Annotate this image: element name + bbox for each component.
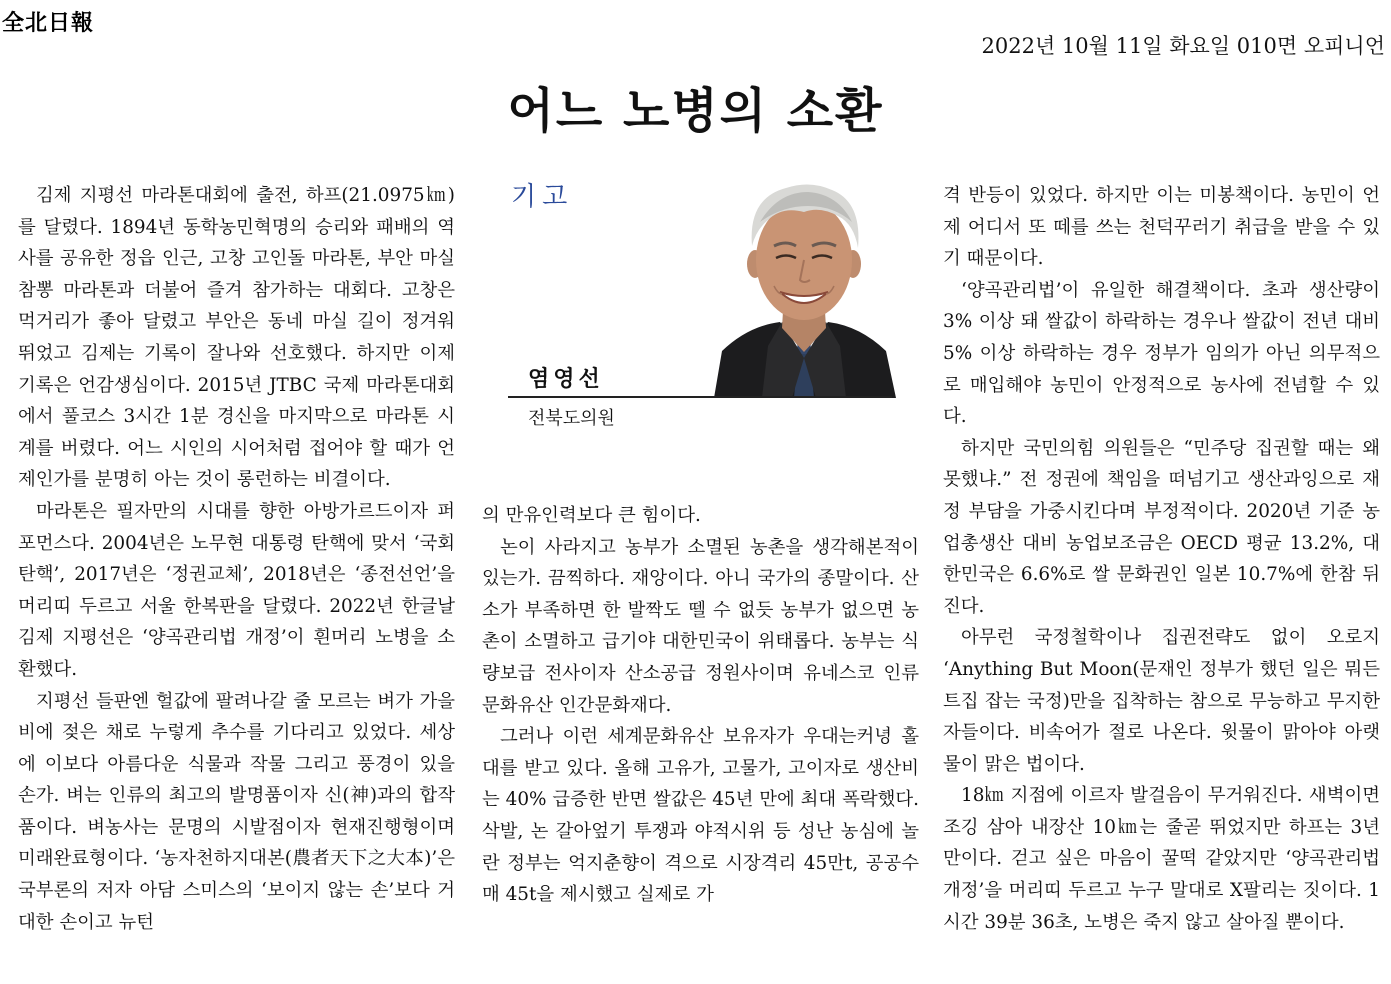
byline-divider	[508, 396, 892, 398]
paragraph: 논이 사라지고 농부가 소멸된 농촌을 생각해본적이 있는가. 끔찍하다. 재앙이다. 아니 국가의 종말이다. 산소가 부족하면 한 발짝도 뗄 수 없듯 농부가 없으면 농촌이 소멸하고 급기야 대한민국이 위태롭다. 농부는 식량보급 전사이자 산소공급 정원사이며 유네스코 인류문화유산 인간문화재다.	[482, 536, 919, 716]
section-label: 기고	[511, 182, 574, 212]
author-portrait	[708, 176, 900, 398]
paragraph: 지평선 들판엔 헐값에 팔려나갈 줄 모르는 벼가 가을비에 젖은 채로 누렇게 추수를 기다리고 있었다. 세상에 이보다 아름다운 식물과 작물 그리고 풍경이 있을 손가. 벼는 인류의 최고의 발명품이자 신(神)과의 합작품이다. 벼농사는 문명의 시발점이자 현재진행형이며 미래완료형이다. ‘농자천하지대본(農者天下之大本)’은 국부론의 저자 아담 스미스의 ‘보이지 않는 손’보다 거대한 손이고 뉴턴	[18, 690, 455, 933]
dateline: 2022년 10월 11일 화요일 010면 오피니언	[981, 34, 1385, 58]
newspaper-logo: 全北日報	[2, 11, 95, 36]
paragraph: 18㎞ 지점에 이르자 발걸음이 무거워진다. 새벽이면 조깅 삼아 내장산 10㎞는 줄곧 뛰었지만 하프는 3년 만이다. 걷고 싶은 마음이 꿀떡 같았지만 ‘양곡관리법 개정’을 머리띠 두르고 누구 말대로 X팔리는 짓이다. 1시간 39분 36초, 노병은 죽지 않고 살아질 뿐이다.	[943, 785, 1380, 933]
paragraph: 의 만유인력보다 큰 힘이다.	[482, 505, 701, 526]
paragraph: 격 반등이 있었다. 하지만 이는 미봉책이다. 농민이 언제 어디서 또 떼를 쓰는 천덕꾸러기 취급을 받을 수 있기 때문이다.	[943, 185, 1380, 270]
article-column-1	[18, 180, 455, 938]
paragraph: 김제 지평선 마라톤대회에 출전, 하프(21.0975㎞)를 달렸다. 1894년 동학농민혁명의 승리와 패배의 역사를 공유한 정읍 인근, 고창 고인돌 마라톤, 부안 마실 참뽕 마라톤과 더불어 즐겨 참가하는 대회다. 고창은 먹거리가 좋아 달렸고 부안은 동네 마실 길이 정겨워 뛰었고 김제는 기록이 잘나와 선호했다. 하지만 이제 기록은 언감생심이다. 2015년 JTBC 국제 마라톤대회에서 풀코스 3시간 1분 경신을 마지막으로 마라톤 시계를 버렸다. 어느 시인의 시어처럼 접어야 할 때가 언제인가를 분명히 아는 것이 롱런하는 비결이다.	[18, 185, 455, 491]
byline-title: 전북도의원	[528, 408, 615, 429]
article-column-3	[943, 180, 1380, 938]
paragraph: 하지만 국민의힘 의원들은 “민주당 집권할 때는 왜 못했냐.” 전 정권에 책임을 떠넘기고 생산과잉으로 재정 부담을 가중시킨다며 부정적이다. 2020년 기준 농업총생산 대비 농업보조금은 OECD 평균 13.2%, 대한민국은 6.6%로 쌀 문화권인 일본 10.7%에 한참 뒤진다.	[943, 437, 1380, 617]
paragraph: 그러나 이런 세계문화유산 보유자가 우대는커녕 홀대를 받고 있다. 올해 고유가, 고물가, 고이자로 생산비는 40% 급증한 반면 쌀값은 45년 만에 최대 폭락했다. 삭발, 논 갈아엎기 투쟁과 야적시위 등 성난 농심에 놀란 정부는 억지춘향이 격으로 시장격리 45만t, 공공수매 45t을 제시했고 실제로 가	[482, 726, 919, 906]
paragraph: 마라톤은 필자만의 시대를 향한 아방가르드이자 퍼포먼스다. 2004년은 노무현 대통령 탄핵에 맞서 ‘국회탄핵’, 2017년은 ‘정권교체’, 2018년은 ‘종전선언’을 머리띠 두르고 서울 한복판을 달렸다. 2022년 한글날 김제 지평선은 ‘양곡관리법 개정’이 흰머리 노병을 소환했다.	[18, 500, 455, 680]
article-headline: 어느 노병의 소환	[507, 83, 884, 139]
paragraph: 아무런 국정철학이나 집권전략도 없이 오로지 ‘Anything But Moon(문재인 정부가 했던 일은 뭐든 트집 잡는 국정)만을 집착하는 참으로 무능하고 무지한 자들이다. 비속어가 절로 나온다. 윗물이 맑아야 아랫물이 맑은 법이다.	[943, 627, 1380, 775]
article-column-2	[482, 500, 919, 911]
byline-name: 염영선	[528, 367, 604, 392]
paragraph: ‘양곡관리법’이 유일한 해결책이다. 초과 생산량이 3% 이상 돼 쌀값이 하락하는 경우나 쌀값이 전년 대비 5% 이상 하락하는 경우 정부가 임의가 아닌 의무적으로 매입해야 농민이 안정적으로 농사에 전념할 수 있다.	[943, 279, 1380, 428]
